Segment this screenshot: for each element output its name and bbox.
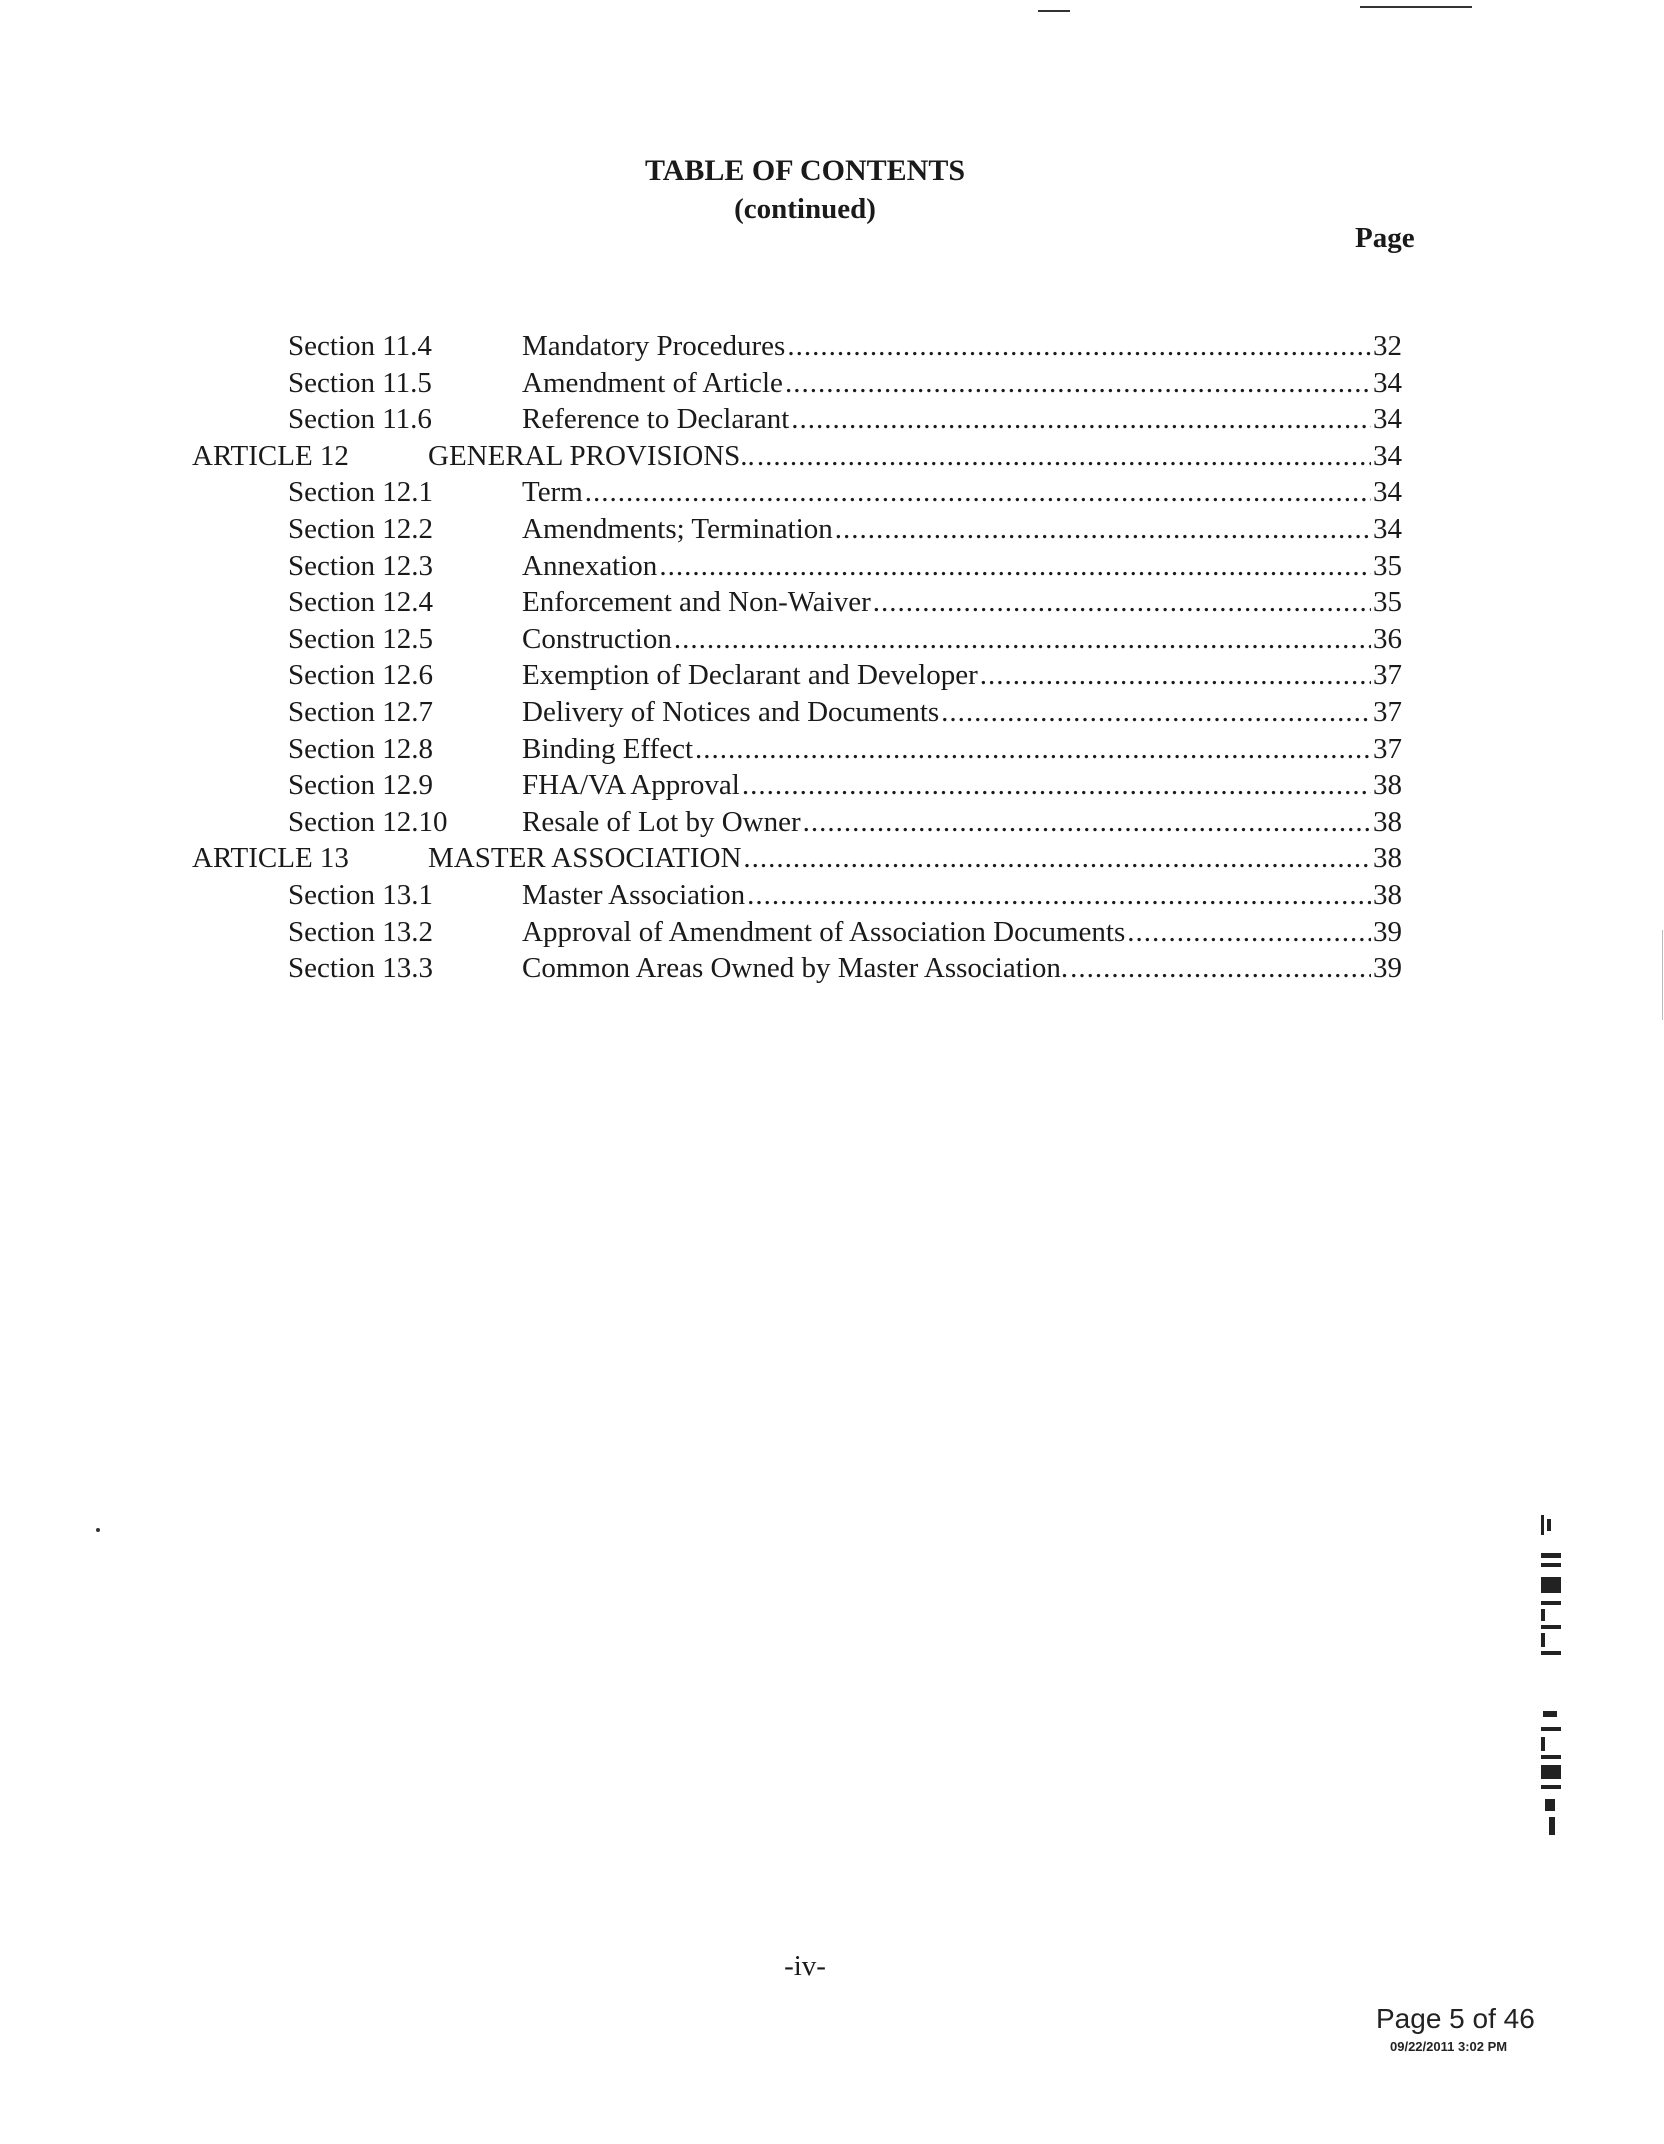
toc-dot-leader [941,694,1371,730]
toc-section-row [0,657,1664,693]
toc-dot-leader [980,657,1371,693]
toc-entry-title: Amendment of Article [522,366,783,399]
toc-entry-number: Section 13.1 [288,879,433,911]
toc-entry-title: Amendments; Termination [522,513,833,545]
toc-entry-leader [522,877,1402,913]
toc-entry-title: Construction [522,622,672,655]
toc-entry-leader [522,584,1402,620]
toc-entry-leader [522,511,1402,547]
toc-dot-leader [742,767,1371,803]
toc-section-row [0,474,1664,510]
toc-section-row [0,365,1664,401]
toc-entry-title: Common Areas Owned by Master Association. [522,952,1069,985]
toc-entry-page: 37 [1373,732,1402,765]
toc-entry-page: 39 [1373,915,1402,948]
toc-section-row [0,877,1664,913]
toc-entry-number: Section 12.9 [288,769,433,802]
toc-section-row [0,621,1664,657]
toc-entry-leader [522,914,1402,950]
toc-entry-page: 35 [1373,586,1402,619]
scan-mark [96,1528,100,1532]
toc-section-row [0,767,1664,803]
toc-entry-page: 34 [1373,366,1402,399]
toc-entry-number: Section 12.10 [288,805,448,838]
toc-entry-title: Mandatory Procedures [522,330,786,362]
toc-entry-leader [522,328,1402,364]
toc-section-row [0,401,1664,437]
toc-entry-number: Section 12.8 [288,732,433,765]
toc-section-row [0,914,1664,950]
toc-dot-leader [1127,914,1371,950]
toc-entry-leader [522,950,1402,986]
roman-page-number: -iv- [784,1950,826,1982]
toc-article-row [0,840,1664,876]
toc-entry-title: FHA/VA Approval [522,769,740,802]
toc-entry-number: Section 11.6 [288,403,432,436]
toc-dot-leader [757,438,1371,474]
toc-entry-title: Term [522,476,583,509]
toc-entry-number: Section 12.6 [288,659,433,692]
toc-entry-number: Section 12.1 [288,476,433,509]
toc-entry-title: Annexation [522,549,658,582]
toc-entry-title: GENERAL PROVISIONS.. [428,439,755,472]
toc-entry-title: Binding Effect [522,732,694,765]
toc-entry-page: 34 [1373,513,1402,545]
toc-section-row [0,804,1664,840]
toc-entry-leader [522,694,1402,730]
toc-entry-page: 37 [1373,659,1402,692]
toc-dot-leader [785,365,1371,401]
toc-entry-leader [522,621,1402,657]
toc-entry-title: Reference to Declarant [522,403,790,436]
recording-stamp-mark [1537,1515,1565,1837]
toc-section-row [0,950,1664,986]
toc-dot-leader [873,584,1371,620]
toc-entry-number: ARTICLE 13 [192,842,349,875]
toc-entry-page: 38 [1373,769,1402,802]
scan-mark [1038,10,1070,12]
toc-entry-title: Approval of Amendment of Association Documents [522,915,1126,948]
toc-entry-number: Section 12.5 [288,622,433,655]
toc-entry-leader [428,840,1402,876]
toc-dot-leader [674,621,1371,657]
toc-section-row [0,328,1664,364]
toc-entry-page: 38 [1373,805,1402,838]
page-column-label: Page [1355,222,1415,254]
toc-dot-leader [791,401,1371,437]
toc-dot-leader [1070,950,1371,986]
toc-entry-leader [522,657,1402,693]
toc-entry-leader [522,474,1402,510]
toc-entry-page: 38 [1373,879,1402,911]
toc-entry-page: 34 [1373,476,1402,509]
toc-dot-leader [747,877,1371,913]
toc-entry-page: 32 [1373,330,1402,362]
toc-entry-page: 35 [1373,549,1402,582]
toc-entry-page: 39 [1373,952,1402,985]
toc-subtitle: (continued) [734,193,876,225]
toc-entry-number: ARTICLE 12 [192,439,349,472]
toc-entry-page: 38 [1373,842,1402,875]
toc-entry-leader [522,365,1402,401]
toc-entry-number: Section 12.3 [288,549,433,582]
toc-section-row [0,548,1664,584]
toc-entry-leader [522,767,1402,803]
date-stamp: 09/22/2011 3:02 PM [1390,2039,1508,2054]
toc-entry-page: 34 [1373,439,1402,472]
toc-dot-leader [659,548,1371,584]
toc-entry-leader [522,401,1402,437]
toc-entry-number: Section 12.7 [288,696,433,728]
toc-entry-title: Delivery of Notices and Documents [522,696,940,728]
toc-entry-leader [522,731,1402,767]
toc-entry-number: Section 12.4 [288,586,433,619]
toc-article-row [0,438,1664,474]
toc-entry-number: Section 12.2 [288,513,433,545]
toc-dot-leader [787,328,1371,364]
toc-dot-leader [743,840,1371,876]
toc-title: TABLE OF CONTENTS [644,154,966,187]
toc-entry-title: Exemption of Declarant and Developer [522,659,978,692]
toc-entry-leader [428,438,1402,474]
scan-mark [1360,6,1472,8]
toc-entry-number: Section 11.4 [288,330,432,362]
toc-entry-number: Section 11.5 [288,366,432,399]
toc-entry-title: Master Association [522,879,746,911]
toc-entry-title: MASTER ASSOCIATION [428,842,742,875]
toc-entry-page: 37 [1373,696,1402,728]
toc-dot-leader [695,731,1371,767]
toc-section-row [0,584,1664,620]
toc-section-row [0,731,1664,767]
toc-dot-leader [585,474,1371,510]
toc-section-row [0,694,1664,730]
toc-dot-leader [803,804,1371,840]
toc-entry-title: Resale of Lot by Owner [522,805,801,838]
toc-entry-number: Section 13.2 [288,915,433,948]
toc-dot-leader [835,511,1371,547]
toc-entry-leader [522,804,1402,840]
toc-entry-page: 36 [1373,622,1402,655]
page-count-stamp: Page 5 of 46 [1376,2003,1535,2034]
toc-entry-title: Enforcement and Non-Waiver [522,586,871,619]
toc-entry-number: Section 13.3 [288,952,433,985]
toc-entry-leader [522,548,1402,584]
toc-entry-page: 34 [1373,403,1402,436]
toc-section-row [0,511,1664,547]
